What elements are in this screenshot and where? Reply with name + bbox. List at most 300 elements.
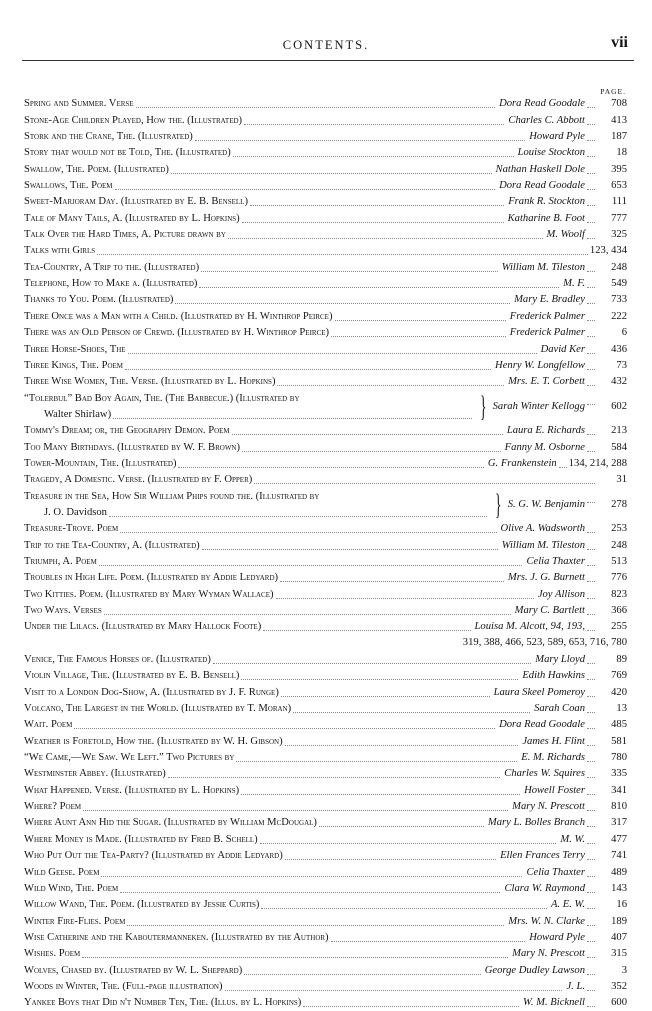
entry-title: “Tolerbul” Bad Boy Again, The. (The Barbecue.) (Illustrated by (24, 392, 300, 404)
entry-page: 134, 214, 288 (568, 457, 627, 469)
entry-title: Venice, The Famous Horses of. (Illustrated) (24, 654, 211, 666)
toc-entry (24, 537, 627, 553)
entry-page: 653 (611, 180, 627, 192)
entry-title: Trip to the Tea-Country, A. (Illustrated) (24, 539, 200, 551)
entry-page: 278 (611, 499, 627, 511)
toc-entry (24, 325, 627, 341)
entry-author: Katharine B. Foot (507, 212, 585, 224)
entry-page: 602 (611, 401, 627, 413)
dot-leader (242, 222, 504, 223)
entry-page: 73 (616, 359, 627, 371)
entry-title: Three Horse-Shoes, The (24, 343, 126, 355)
entry-author: Henry W. Longfellow (495, 359, 585, 371)
entry-title-cont: J. O. Davidson (44, 506, 107, 518)
dot-leader (244, 124, 504, 125)
dot-leader (587, 777, 595, 778)
entry-page: 6 (621, 327, 627, 339)
entry-title: Where? Poem (24, 801, 82, 813)
entry-title: Treasure-Trove. Poem (24, 523, 119, 535)
entry-title: There Once was a Man with a Child. (Illustrated by H. Winthrop Peirce) (24, 310, 333, 322)
dot-leader (241, 679, 518, 680)
dot-leader (261, 908, 547, 909)
entry-page: 407 (611, 931, 627, 943)
toc-entry (24, 913, 627, 929)
dot-leader (115, 189, 496, 190)
dot-leader (128, 353, 537, 354)
toc-entry (24, 815, 627, 831)
toc-entry (24, 374, 627, 390)
toc-entry (24, 733, 627, 749)
toc-entry (24, 341, 627, 357)
toc-entry (24, 782, 627, 798)
entry-page: 111 (611, 196, 627, 208)
entry-title: Yankee Boys that Did n't Number Ten, The. (Illus. by L. Hopkins) (24, 997, 302, 1009)
dot-leader (331, 336, 506, 337)
toc-entry (24, 995, 627, 1011)
entry-author: Frederick Palmer (509, 310, 585, 322)
entry-author: M. Woolf (546, 229, 585, 241)
entry-title: Tragedy, A Domestic. Verse. (Illustrated by F. Opper) (24, 474, 253, 486)
entry-author: Clara W. Raymond (504, 882, 585, 894)
dot-leader (263, 630, 470, 631)
entry-page: 317 (611, 817, 627, 829)
dot-leader (303, 1006, 519, 1007)
dot-leader (587, 598, 595, 599)
entry-title: Swallow, The. Poem. (Illustrated) (24, 163, 169, 175)
toc-entry (24, 129, 627, 145)
entry-page: 741 (611, 850, 627, 862)
toc-entry (24, 456, 627, 472)
entry-title: Triumph, A. Poem (24, 555, 97, 567)
entry-title: Stone-Age Children Played, How the. (Illustrated) (24, 114, 243, 126)
dot-leader (587, 238, 595, 239)
entry-author: Frederick Palmer (509, 327, 585, 339)
dot-leader (168, 777, 500, 778)
toc-entry (24, 684, 627, 700)
entry-title: Wild Wind, The. Poem (24, 882, 119, 894)
entry-page: 143 (611, 882, 627, 894)
dot-leader (178, 467, 483, 468)
dot-leader (285, 745, 519, 746)
entry-author: Charles W. Squires (504, 768, 585, 780)
entry-title: Where Aunt Ann Hid the Sugar. (Illustrated by William McDougal) (24, 817, 317, 829)
toc-continuation-row (24, 635, 627, 651)
toc-entry (24, 243, 627, 259)
entry-page: 600 (611, 997, 627, 1009)
toc-entry (24, 210, 627, 226)
entry-page: 31 (616, 474, 627, 486)
entry-author: Louise Stockton (517, 147, 585, 159)
page-title: CONTENTS. (282, 38, 370, 52)
dot-leader (331, 941, 526, 942)
toc-entry (24, 161, 627, 177)
entry-page: 485 (611, 719, 627, 731)
entry-title: Volcano, The Largest in the World. (Illustrated by T. Moran) (24, 703, 292, 715)
entry-title: Under the Lilacs. (Illustrated by Mary Hallock Foote) (24, 621, 262, 633)
toc-entry (24, 603, 627, 619)
dot-leader (277, 385, 504, 386)
dot-leader (285, 859, 496, 860)
entry-page: 18 (616, 147, 627, 159)
dot-leader (281, 696, 490, 697)
dot-leader (587, 156, 595, 157)
toc-entry (24, 652, 627, 668)
dot-leader (587, 565, 595, 566)
entry-page: 823 (611, 588, 627, 600)
entry-title: Swallows, The. Poem (24, 180, 113, 192)
dot-leader (587, 630, 595, 631)
entry-title: “We Came,—We Saw. We Left.” Two Pictures by (24, 752, 235, 764)
entry-page: 13 (616, 703, 627, 715)
entry-author: William M. Tileston (501, 539, 585, 551)
entry-author: Dora Read Goodale (499, 98, 585, 110)
entry-title: Telephone, How to Make a. (Illustrated) (24, 278, 198, 290)
entry-title: Violin Village, The. (Illustrated by E. B. Bensell) (24, 670, 240, 682)
entry-title: Westminster Abbey. (Illustrated) (24, 768, 166, 780)
dot-leader (587, 794, 595, 795)
dot-leader (587, 353, 595, 354)
dot-leader (587, 189, 595, 190)
entry-title: Two Kitties. Poem. (Illustrated by Mary Wyman Wallace) (24, 588, 274, 600)
dot-leader (587, 810, 595, 811)
entry-page: 335 (611, 768, 627, 780)
entry-page: 513 (611, 555, 627, 567)
entry-title: Who Put Out the Tea-Party? (Illustrated by Addie Ledyard) (24, 850, 283, 862)
entry-author: Mary N. Prescott (512, 948, 585, 960)
toc-entry (24, 112, 627, 128)
dot-leader (587, 925, 595, 926)
dot-leader (244, 974, 480, 975)
dot-leader (335, 320, 506, 321)
dot-leader (587, 990, 595, 991)
entry-page: 325 (611, 229, 627, 241)
toc-entry (24, 668, 627, 684)
entry-page: 255 (611, 621, 627, 633)
entry-page: 777 (611, 212, 627, 224)
dot-leader (587, 712, 595, 713)
entry-author: Nathan Haskell Dole (495, 163, 585, 175)
dot-leader (120, 532, 496, 533)
entry-author: Celia Thaxter (526, 555, 585, 567)
entry-page: 776 (611, 572, 627, 584)
entry-author: Louisa M. Alcott, 94, 193, (474, 621, 585, 633)
dot-leader (241, 794, 520, 795)
entry-title: Where Money is Made. (Illustrated by Fred B. Schell) (24, 833, 258, 845)
entry-page: 432 (611, 376, 627, 388)
toc-entry (24, 570, 627, 586)
dot-leader (587, 369, 595, 370)
dot-leader (83, 810, 508, 811)
dot-leader (293, 712, 530, 713)
entry-title: Visit to a London Dog-Show, A. (Illustrated by J. F. Runge) (24, 686, 279, 698)
dot-leader (276, 598, 534, 599)
entry-author: Dora Read Goodale (499, 719, 585, 731)
entry-author: Fanny M. Osborne (504, 441, 585, 453)
dot-leader (559, 467, 567, 468)
toc-entry (24, 358, 627, 374)
toc-entry (24, 897, 627, 913)
toc-entry (24, 586, 627, 602)
entry-author: M. F. (563, 278, 585, 290)
dot-leader (587, 271, 595, 272)
toc-entry (24, 864, 627, 880)
entry-title: There was an Old Person of Crewd. (Illustrated by H. Winthrop Peirce) (24, 327, 330, 339)
entry-title: Tower-Mountain, The. (Illustrated) (24, 457, 177, 469)
entry-page: 436 (611, 343, 627, 355)
header-rule (22, 60, 634, 61)
dot-leader (587, 222, 595, 223)
toc-entry (24, 521, 627, 537)
entry-author: David Ker (540, 343, 585, 355)
dot-leader (225, 990, 563, 991)
entry-author: M. W. (560, 833, 585, 845)
dot-leader (254, 483, 595, 484)
dot-leader (199, 287, 559, 288)
entry-page: 16 (616, 899, 627, 911)
dot-leader (587, 336, 595, 337)
entry-title: Woods in Winter, The. (Full-page illustration) (24, 980, 223, 992)
entry-author: Charles C. Abbott (508, 114, 585, 126)
dot-leader (587, 859, 595, 860)
entry-title: Troubles in High Life. Poem. (Illustrated by Addie Ledyard) (24, 572, 279, 584)
dot-leader (587, 908, 595, 909)
entry-author: Sarah Coan (534, 703, 585, 715)
entry-author: James H. Flint (522, 735, 585, 747)
entry-title: Winter Fire-Flies. Poem (24, 915, 126, 927)
entry-page: 810 (611, 801, 627, 813)
entry-page: 253 (611, 523, 627, 535)
entry-page: 584 (611, 441, 627, 453)
toc-entry (24, 227, 627, 243)
continuation-pages: 319, 388, 466, 523, 589, 653, 716, 780 (462, 637, 627, 649)
toc-entry (24, 308, 627, 324)
toc-entry (24, 292, 627, 308)
toc-entry (24, 717, 627, 733)
dot-leader (587, 303, 595, 304)
brace-icon: } (480, 389, 487, 423)
dot-leader (587, 451, 595, 452)
entry-author: W. M. Bicknell (523, 997, 585, 1009)
entry-page: 222 (611, 310, 627, 322)
dot-leader (587, 876, 595, 877)
entry-author: Mrs. W. N. Clarke (508, 915, 585, 927)
entry-author: Frank R. Stockton (508, 196, 585, 208)
dot-leader (587, 696, 595, 697)
dot-leader (587, 728, 595, 729)
entry-author: George Dudley Lawson (484, 964, 585, 976)
entry-author: Dora Read Goodale (499, 180, 585, 192)
entry-title: Wolves, Chased by. (Illustrated by W. L. Sheppard) (24, 964, 243, 976)
dot-leader (587, 892, 595, 893)
entry-title: Treasure in the Sea, How Sir William Phips found the. (Illustrated by (24, 490, 320, 502)
toc-entry (24, 145, 627, 161)
entry-title: Story that would not be Told, The. (Illustrated) (24, 147, 231, 159)
dot-leader (587, 941, 595, 942)
entry-author: Mary L. Bolles Branch (487, 817, 585, 829)
entry-title: Stork and the Crane, The. (Illustrated) (24, 131, 193, 143)
entry-page: 420 (611, 686, 627, 698)
entry-author: Laura E. Richards (506, 425, 585, 437)
entry-title: Wishes. Poem (24, 948, 81, 960)
entry-page: 477 (611, 833, 627, 845)
entry-title: Talk Over the Hard Times, A. Picture drawn by (24, 229, 226, 241)
dot-leader (587, 826, 595, 827)
dot-leader (97, 254, 588, 255)
entry-page: 248 (611, 261, 627, 273)
entry-page: 708 (611, 98, 627, 110)
entry-page: 352 (611, 980, 627, 992)
dot-leader (125, 369, 491, 370)
toc-entry (24, 259, 627, 275)
dot-leader (74, 728, 495, 729)
dot-leader (99, 565, 523, 566)
entry-author: Edith Hawkins (522, 670, 585, 682)
dot-leader (587, 205, 595, 206)
entry-title: Wait. Poem (24, 719, 73, 731)
dot-leader (587, 320, 595, 321)
dot-leader (587, 532, 595, 533)
dot-leader (587, 957, 595, 958)
entry-author: A. E. W. (550, 899, 585, 911)
entry-page: 366 (611, 605, 627, 616)
toc-entry (24, 619, 627, 635)
dot-leader (587, 549, 595, 550)
toc-entry (24, 962, 627, 978)
entry-page: 3 (621, 964, 627, 976)
dot-leader (587, 974, 595, 975)
toc-entry (24, 178, 627, 194)
toc-entry (24, 799, 627, 815)
entry-title: Willow Wand, The. Poem. (Illustrated by Jessie Curtis) (24, 899, 260, 911)
entry-page: 187 (611, 131, 627, 143)
entry-title: Tommy's Dream; or, the Geography Demon. Poem (24, 425, 230, 437)
entry-page: 780 (611, 752, 627, 764)
entry-author: William M. Tileston (501, 261, 585, 273)
entry-page: 395 (611, 163, 627, 175)
entry-title: Tale of Many Tails, A. (Illustrated by L. Hopkins) (24, 212, 240, 224)
entry-page: 341 (611, 784, 627, 796)
entry-title: Tea-Country, A Trip to the. (Illustrated) (24, 261, 200, 273)
toc-entry (24, 881, 627, 897)
page-number: vii (611, 34, 628, 51)
entry-title: Wise Catherine and the Kaboutermanneken. (Illustrated by the Author) (24, 931, 329, 943)
entry-title: Weather is Foretold, How the. (Illustrated by W. H. Gibson) (24, 735, 283, 747)
dot-leader (202, 549, 498, 550)
dot-leader (233, 156, 514, 157)
entry-page: 769 (611, 670, 627, 682)
dot-leader (587, 434, 595, 435)
dot-leader (201, 271, 498, 272)
entry-title: What Happened. Verse. (Illustrated by L. Hopkins) (24, 784, 240, 796)
entry-page: 213 (611, 425, 627, 437)
toc-entry (24, 472, 627, 488)
dot-leader (228, 238, 543, 239)
dot-leader (587, 140, 595, 141)
entry-author: Mrs. E. T. Corbett (508, 376, 585, 388)
dot-leader (280, 581, 504, 582)
dot-leader (587, 173, 595, 174)
toc-entry (24, 848, 627, 864)
page-column-label: PAGE. (600, 87, 626, 96)
dot-leader (120, 892, 500, 893)
toc-entry (24, 554, 627, 570)
toc-entry-braced (24, 390, 627, 423)
dot-leader (587, 663, 595, 664)
dot-leader (127, 925, 504, 926)
toc-entry (24, 750, 627, 766)
toc-entry (24, 276, 627, 292)
entry-author: Laura Skeel Pomeroy (493, 686, 585, 698)
toc-entry (24, 439, 627, 455)
entry-author: Olive A. Wadsworth (500, 523, 585, 535)
dot-leader (171, 173, 492, 174)
entry-author: Mary N. Prescott (512, 801, 585, 813)
entry-author: Joy Allison (537, 588, 585, 600)
entry-author: Howard Pyle (529, 131, 585, 143)
toc-entry (24, 831, 627, 847)
entry-title: Sweet-Marjoram Day. (Illustrated by E. B. Bensell) (24, 196, 248, 208)
entry-page: 489 (611, 866, 627, 878)
toc-entry (24, 423, 627, 439)
entry-title: Three Kings, The. Poem (24, 359, 124, 371)
entry-author: Howell Foster (524, 784, 585, 796)
dot-leader (587, 107, 595, 108)
entry-author: Mary C. Bartlett (514, 605, 585, 616)
dot-leader (195, 140, 525, 141)
entry-author: S. G. W. Benjamin (507, 499, 585, 511)
dot-leader (319, 826, 484, 827)
entry-page: 248 (611, 539, 627, 551)
entry-author: Ellen Frances Terry (500, 850, 585, 862)
entry-page: 89 (616, 654, 627, 666)
toc-entry (24, 96, 627, 112)
entry-title: Wild Geese. Poem (24, 866, 100, 878)
dot-leader (260, 843, 557, 844)
entry-author: Howard Pyle (529, 931, 585, 943)
toc-entry (24, 946, 627, 962)
entry-title: Too Many Birthdays. (Illustrated by W. F. Brown) (24, 441, 241, 453)
dot-leader (232, 434, 503, 435)
entry-page: 189 (611, 915, 627, 927)
entry-page: 549 (611, 278, 627, 290)
entry-title: Two Ways. Verses (24, 605, 102, 616)
dot-leader (587, 843, 595, 844)
entry-title: Thanks to You. Poem. (Illustrated) (24, 294, 174, 306)
toc-entry (24, 194, 627, 210)
entry-author: J. L. (566, 980, 585, 992)
dot-leader (175, 303, 510, 304)
entry-author: Celia Thaxter (526, 866, 585, 878)
entry-author: Mrs. J. G. Burnett (507, 572, 585, 584)
entry-title: Spring and Summer. Verse (24, 98, 134, 110)
dot-leader (101, 876, 522, 877)
dot-leader (587, 124, 595, 125)
entry-title: Talks with Girls (24, 245, 96, 257)
dot-leader (587, 761, 595, 762)
dot-leader (136, 107, 496, 108)
entry-page: 413 (611, 114, 627, 126)
entry-page: 123, 434 (589, 245, 627, 257)
dot-leader (587, 385, 595, 386)
entry-title: Three Wise Women, The. Verse. (Illustrated by L. Hopkins) (24, 376, 276, 388)
toc-entry (24, 930, 627, 946)
toc-entry (24, 701, 627, 717)
entry-author: Mary Lloyd (535, 654, 585, 666)
dot-leader (587, 287, 595, 288)
dot-leader (587, 1006, 595, 1007)
entry-author: E. M. Richards (521, 752, 585, 764)
dot-leader (250, 205, 504, 206)
